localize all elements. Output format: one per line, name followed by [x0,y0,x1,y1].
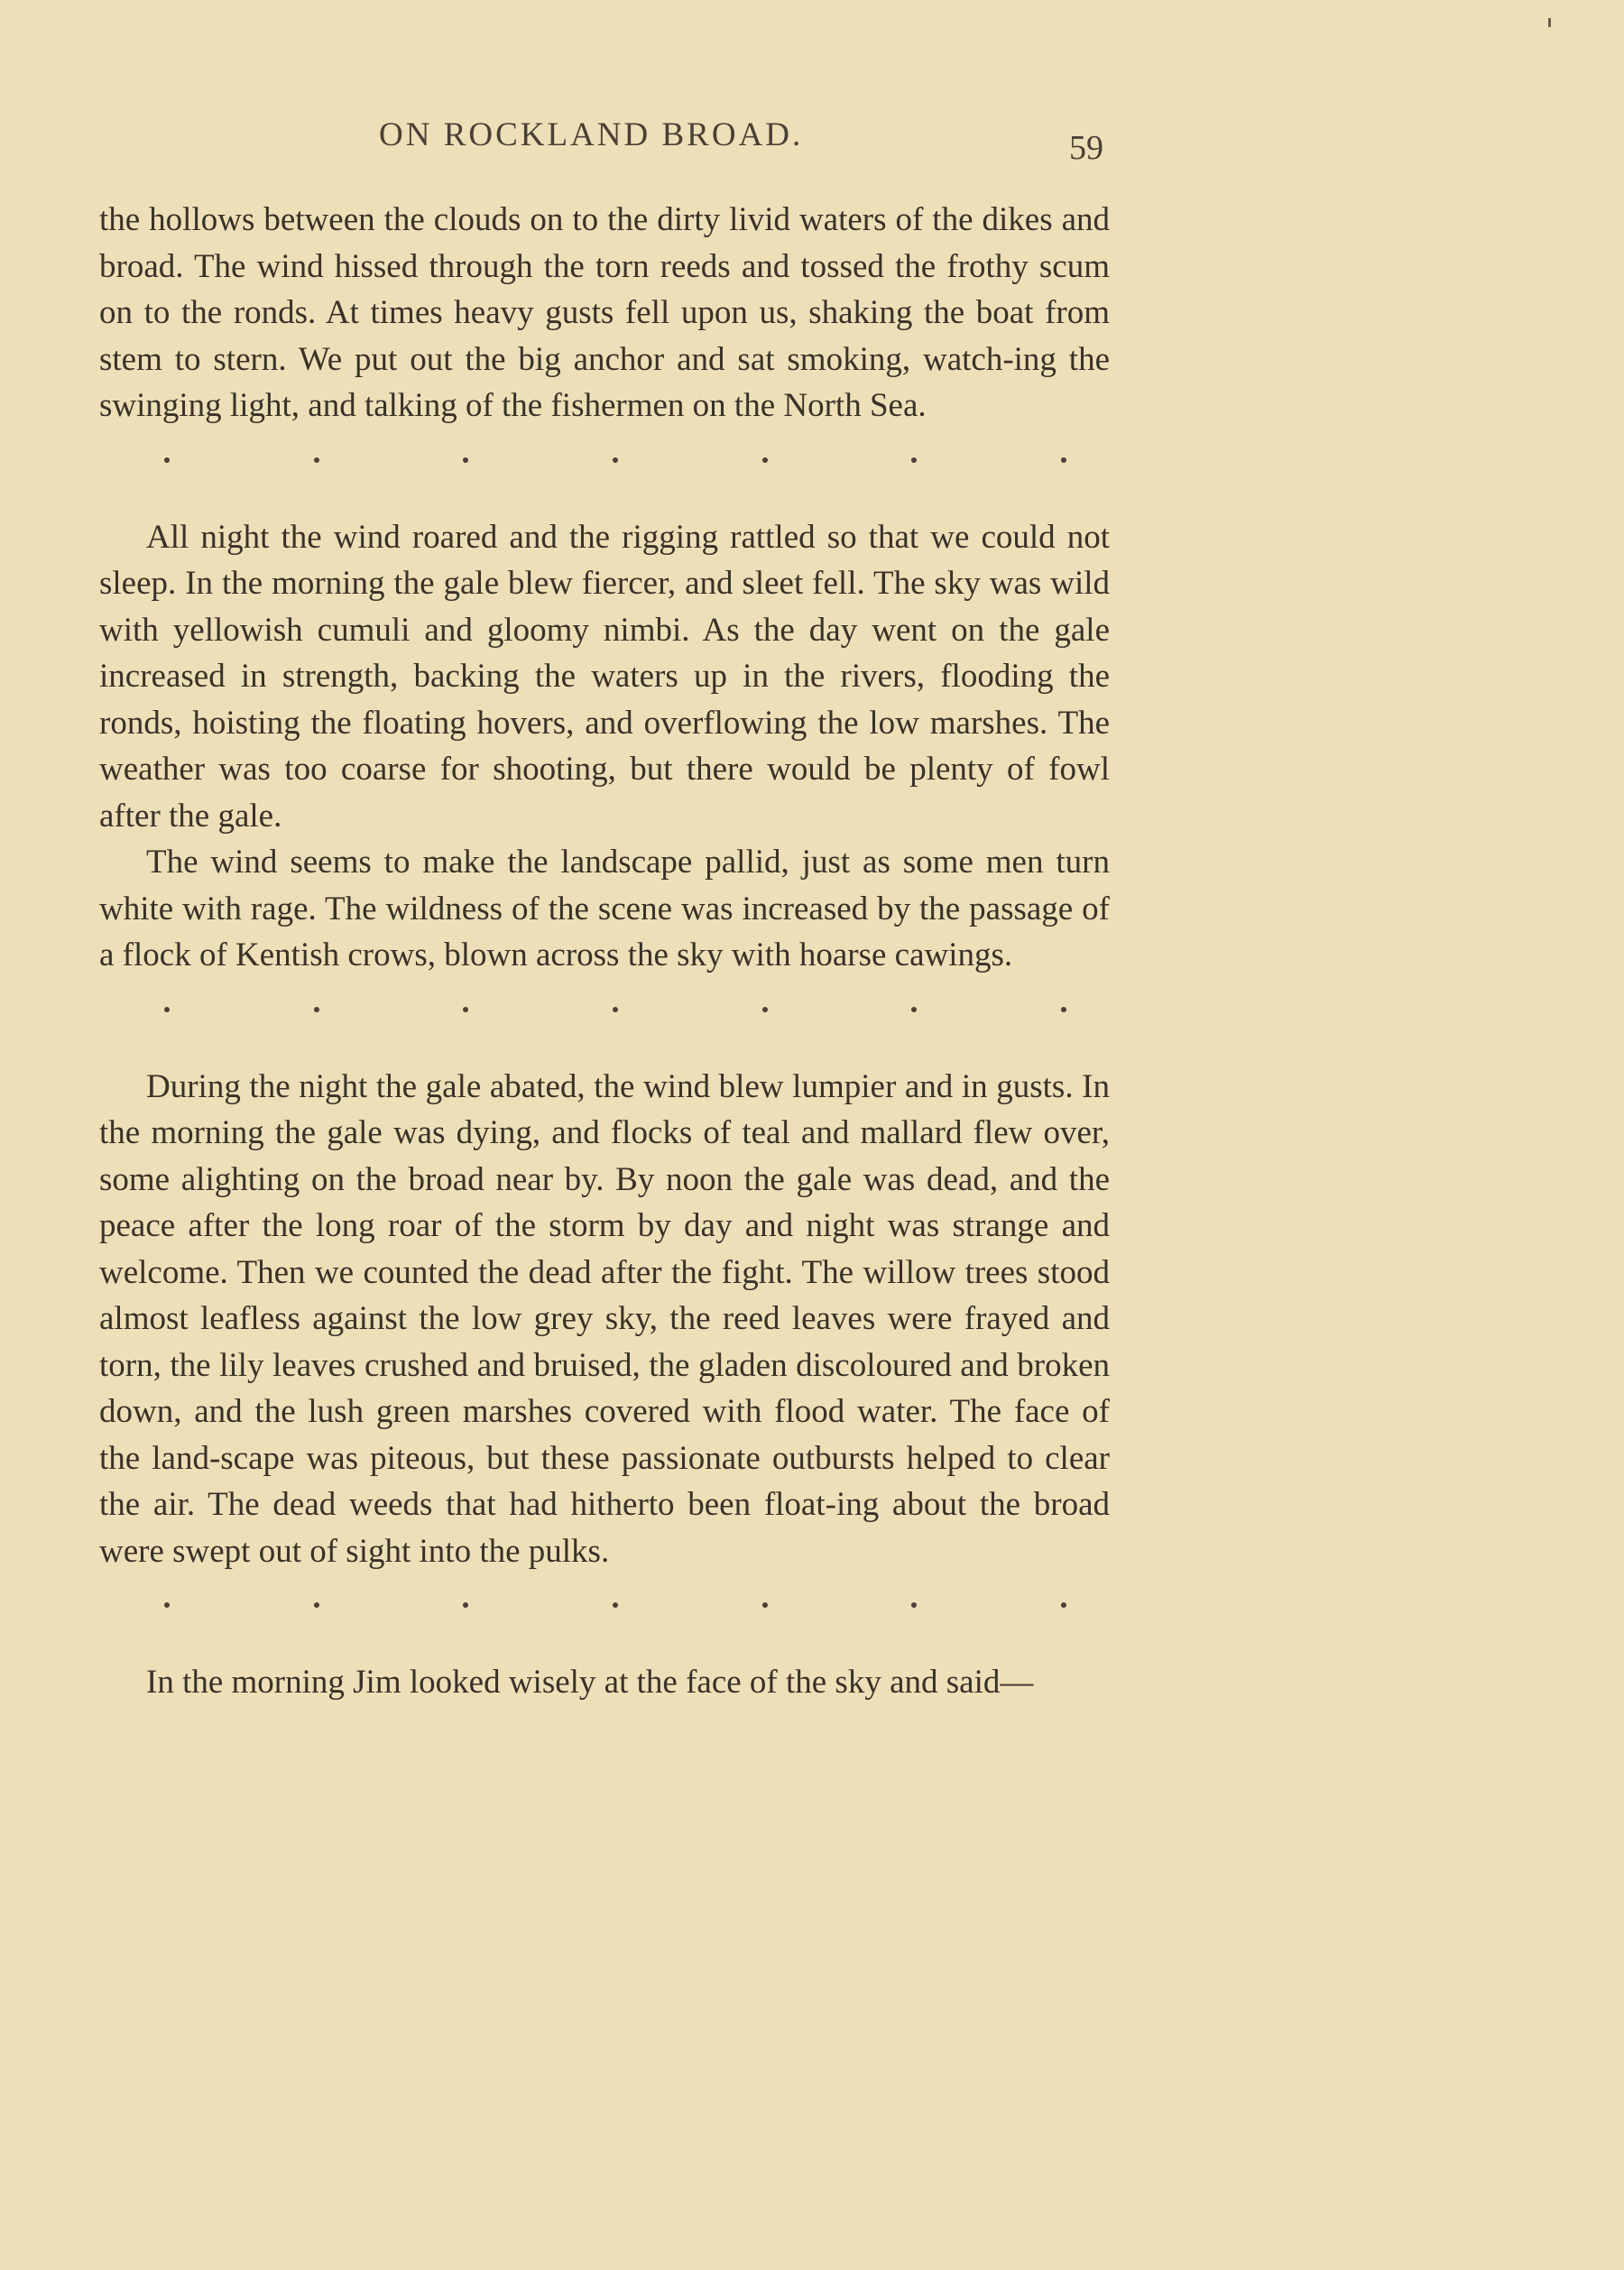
break-dot [613,1602,618,1608]
paragraph-2: All night the wind roared and the rigging rattled so that we could not sleep. In the morning the gale blew fiercer, and sleet fell. The sky was wild with yellowish cumuli and gloomy nimbi. As the day went on the gale increased in strength, backing the waters up in the rivers, flooding the ronds, hoisting the floating hovers, and overflowing the low marshes. The weather was too coarse for shooting, but there would be plenty of fowl after the gale. [99,518,1110,835]
page-number: 59 [1069,129,1103,167]
break-dot [1061,457,1066,463]
break-dot [463,457,468,463]
break-dot [314,1602,319,1608]
text-body [99,197,1110,1706]
break-dot [1061,1602,1066,1608]
break-dot [762,1007,768,1012]
break-dot [911,457,917,463]
break-dot [911,1602,917,1608]
break-dot [314,457,319,463]
paragraph-4: During the night the gale abated, the wind blew lumpier and in gusts. In the morning the gale was dying, and flocks of teal and mallard flew over, some alighting on the broad near by. By noon the gale was dead, and the peace after the long roar of the storm by day and night was strange and welcome. Then we counted the dead after the fight. The willow trees stood almost leafless against the low grey sky, the reed leaves were frayed and torn, the lily leaves crushed and bruised, the gladen discoloured and broken down, and the lush green marshes covered with flood water. The face of the land-scape was piteous, but these passionate outbursts helped to clear the air. The dead weeds that had hitherto been float-ing about the broad were swept out of sight into the pulks. [99,1067,1110,1570]
paragraph-5: In the morning Jim looked wisely at the face of the sky and said— [146,1664,1034,1701]
break-dot [613,457,618,463]
paragraph-3: The wind seems to make the landscape pallid, just as some men turn white with rage. The wildness of the scene was increased by the passage of a flock of Kentish crows, blown across the sky with hoarse cawings. [99,844,1110,974]
break-dot [314,1007,319,1012]
break-dot [911,1007,917,1012]
margin-mark [1548,18,1551,27]
break-dot [164,1602,170,1608]
paragraph-1: the hollows between the clouds on to the dirty livid waters of the dikes and broad. The wind hissed through the torn reeds and tossed the frothy scum on to the ronds. At times heavy gusts fell upon us, shaking the boat from stem to stern. We put out the big anchor and sat smoking, watch-ing the swinging light, and talking of the fishermen on the North Sea. [99,201,1110,424]
section-break-1 [99,442,1110,478]
break-dot [463,1007,468,1012]
break-dot [164,1007,170,1012]
page-header [0,115,1624,170]
section-break-2 [99,992,1110,1028]
section-break-3 [99,1587,1110,1623]
break-dot [463,1602,468,1608]
break-dot [1061,1007,1066,1012]
break-dot [762,1602,768,1608]
break-dot [613,1007,618,1012]
break-dot [762,457,768,463]
break-dot [164,457,170,463]
running-head: ON ROCKLAND BROAD. [379,116,804,153]
